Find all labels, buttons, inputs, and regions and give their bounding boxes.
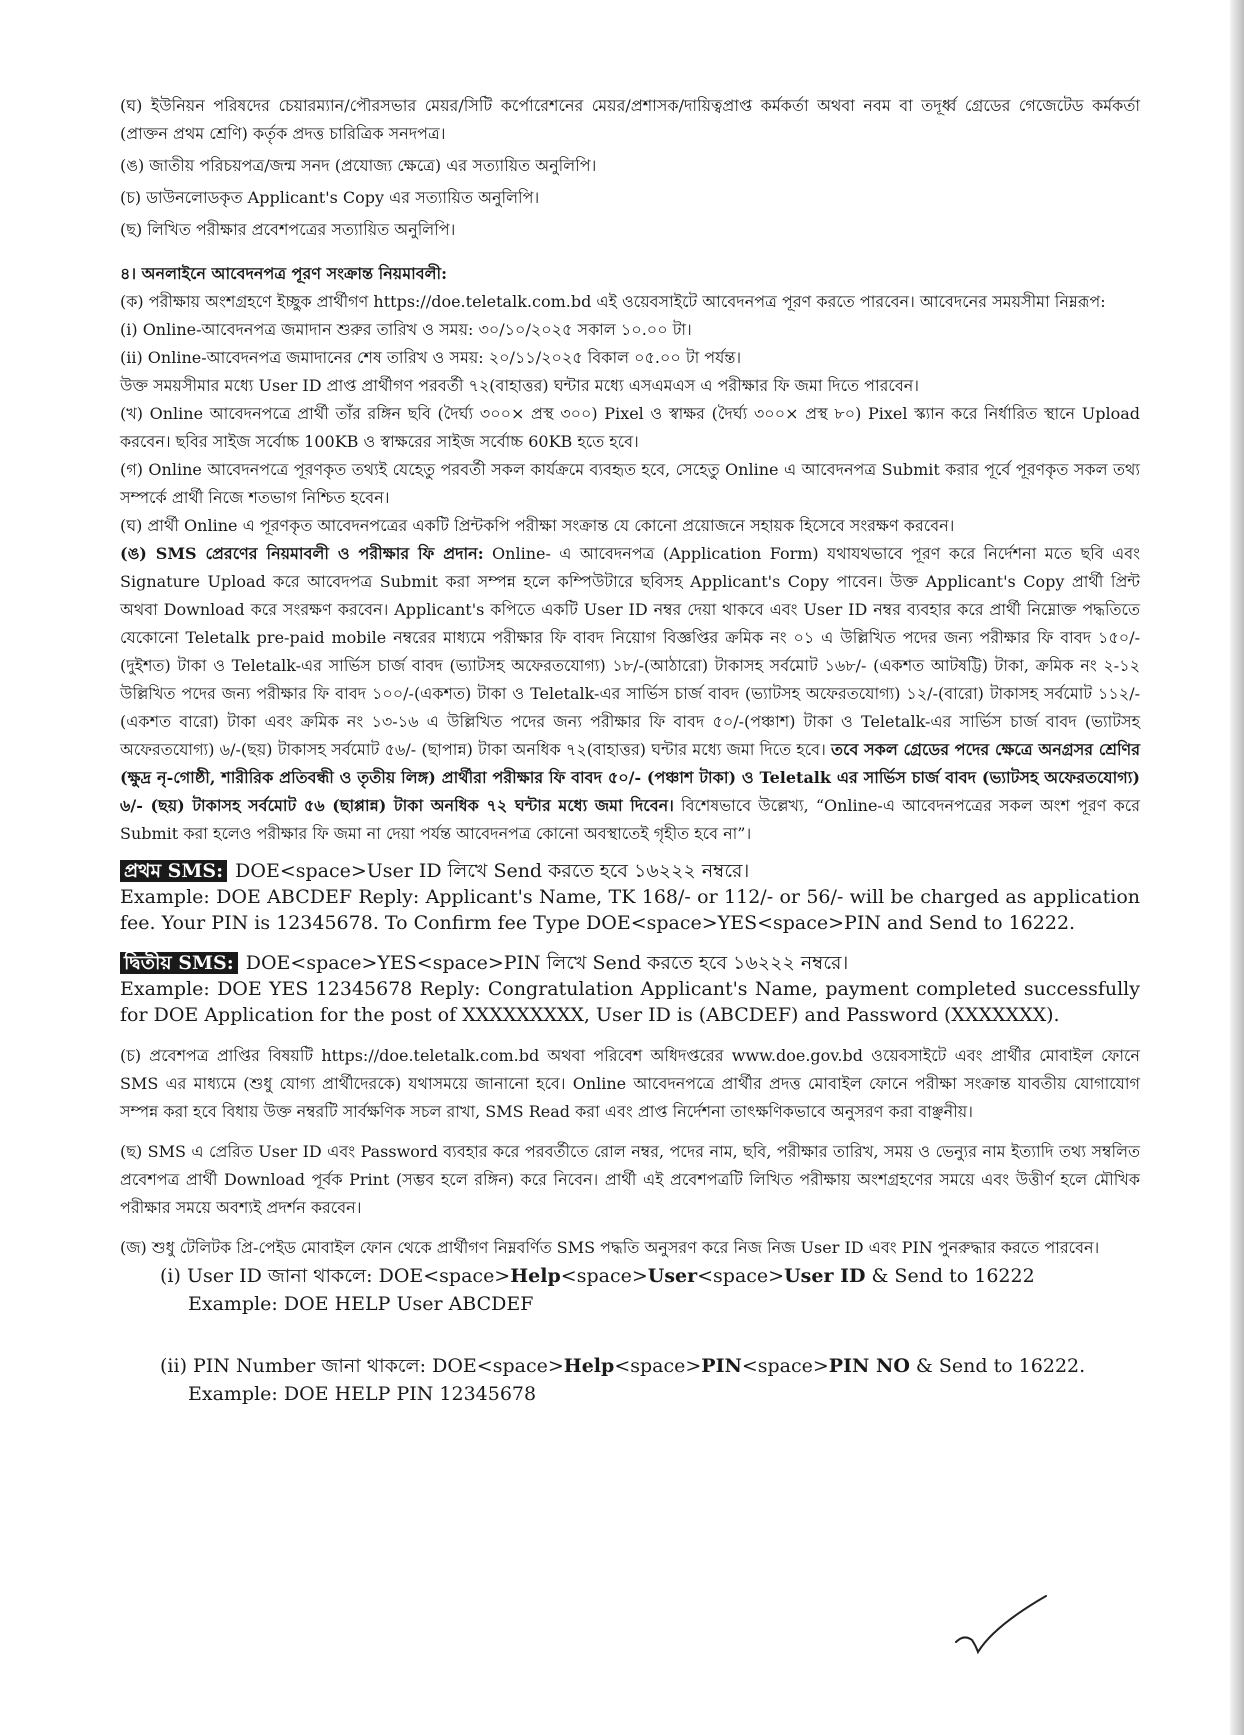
recovery-pin-line bbox=[160, 1352, 1140, 1380]
para-gha: (ঘ) প্রার্থী Online এ পূরণকৃত আবেদনপত্রের একটি প্রিন্টকপি পরীক্ষা সংক্রান্ত যে কোনো প্রয়োজনে সহায়ক হিসেবে সংরক্ষণ করবেন। bbox=[120, 516, 955, 535]
recovery-pin-value: PIN NO bbox=[828, 1355, 910, 1377]
sms1-instruction: DOE<space>User ID লিখে Send করতে হবে ১৬২২২ নম্বরে। bbox=[235, 860, 750, 882]
recovery-user-id-help: Help bbox=[510, 1265, 561, 1287]
sms1-example: Example: DOE ABCDEF Reply: Applicant's Name, TK 168/- or 112/- or 56/- will be charged as application fee. Your PIN is 12345678. To Confirm fee Type DOE<space>YES<space>PIN and Send to 16222. bbox=[120, 886, 1140, 934]
sms2-instruction: DOE<space>YES<space>PIN লিখে Send করতে হবে ১৬২২২ নম্বরে। bbox=[245, 952, 849, 974]
recovery-pin-example: Example: DOE HELP PIN 12345678 bbox=[188, 1383, 537, 1405]
recovery-user-id-keyword: User bbox=[647, 1265, 698, 1287]
para-umo-text: Online- এ আবেদনপত্র (Application Form) যথাযথভাবে পূরণ করে নির্দেশনা মতে ছবি এবং Signature Upload করে আবেদপত্র Submit করা সম্পন্ন হলে কম্পিউটারে ছবিসহ Applicant's Copy পাবেন। উক্ত Applicant's Copy প্রার্থী প্রিন্ট অথবা Download করে সংরক্ষণ করবেন। Applicant's কপিতে একটি User ID নম্বর দেয়া থাকবে এবং User ID নম্বর ব্যবহার করে প্রার্থী নিম্নোক্ত পদ্ধতিতে যেকোনো Teletalk pre-paid mobile নম্বরের মাধ্যমে পরীক্ষার ফি বাবদ নিয়োগ বিজ্ঞপ্তির ক্রমিক নং ০১ এ উল্লিখিত পদের জন্য পরীক্ষার ফি বাবদ ১৫০/-(দুইশত) টাকা ও Teletalk-এর সার্ভিস চার্জ বাবদ (ভ্যাটসহ অফেরতযোগ্য) ১৮/-(আঠারো) টাকাসহ সর্বমোট ১৬৮/- (একশত আটষট্টি) টাকা, ক্রমিক নং ২-১২ উল্লিখিত পদের জন্য পরীক্ষার ফি বাবদ ১০০/-(একশত) টাকা ও Teletalk-এর সার্ভিস চার্জ বাবদ (ভ্যাটসহ অফেরতযোগ্য) ১২/-(বারো) টাকাসহ সর্বমোট ১১২/- (একশত বারো) টাকা এবং ক্রমিক নং ১৩-১৬ এ উল্লিখিত পদের জন্য পরীক্ষার ফি বাবদ ৫০/-(পঞ্চাশ) টাকা ও Teletalk-এর সার্ভিস চার্জ বাবদ (ভ্যাটসহ অফেরতযোগ্য) ৬/-(ছয়) টাকাসহ সর্বমোট ৫৬/- (ছাপান্ন) টাকা অনধিক ৭২(বাহাত্তর) ঘন্টার মধ্যে জমা দিতে হবে। bbox=[120, 544, 1140, 759]
recovery-user-id-space1: <space> bbox=[560, 1265, 648, 1287]
para-umo-tail: বিশেষভাবে উল্লেখ্য, “Online-এ আবেদনপত্রের সকল অংশ পূরণ করে Submit করা হলেও পরীক্ষার ফি জমা না দেয়া পর্যন্ত আবেদনপত্র কোনো অবস্থাতেই গৃহীত হবে না”। bbox=[120, 796, 1141, 843]
recovery-user-id-prefix: (i) User ID জানা থাকলে: DOE<space> bbox=[160, 1265, 511, 1287]
sms2-instruction-line bbox=[120, 950, 1140, 976]
para-ja: (জ) শুধু টেলিটক প্রি-পেইড মোবাইল ফোন থেকে প্রার্থীগণ নিম্নবর্ণিত SMS পদ্ধতি অনুসরণ করে নিজ নিজ User ID এবং PIN পুনরুদ্ধার করতে পারবেন। bbox=[120, 1238, 1100, 1257]
signature-mark bbox=[950, 1590, 1060, 1660]
recovery-pin-space2: <space> bbox=[741, 1355, 829, 1377]
para-umo-bold: তবে সকল গ্রেডের পদের ক্ষেত্রে অনগ্রসর শ্রেণির (ক্ষুদ্র নৃ-গোষ্ঠী, শারীরিক প্রতিবন্ধী ও তৃতীয় লিঙ্গ) প্রার্থীরা পরীক্ষার ফি বাবদ ৫০/- (পঞ্চাশ টাকা) ও Teletalk এর সার্ভিস চার্জ বাবদ (ভ্যাটসহ অফেরতযোগ্য) ৬/- (ছয়) টাকাসহ সর্বমোট ৫৬ (ছাপ্পান্ন) টাকা অনধিক ৭২ ঘন্টার মধ্যে জমা দিবেন। bbox=[120, 740, 1141, 815]
recovery-user-id-space2: <space> bbox=[697, 1265, 785, 1287]
para-umo-label: (ঙ) SMS প্রেরণের নিয়মাবলী ও পরীক্ষার ফি প্রদান: bbox=[120, 544, 484, 563]
recovery-pin bbox=[160, 1352, 1140, 1408]
para-chha: (ছ) SMS এ প্রেরিত User ID এবং Password ব্যবহার করে পরবর্তীতে রোল নম্বর, পদের নাম, ছবি, পরীক্ষার তারিখ, সময় ও ভেন্যুর নাম ইত্যাদি তথ্য সম্বলিত প্রবেশপত্র প্রার্থী Download পূর্বক Print (সম্ভব হলে রঙ্গিন) করে নিবেন। প্রার্থী এই প্রবেশপত্রটি লিখিত পরীক্ষায় অংশগ্রহণের সময়ে এবং উত্তীর্ণ হলে মৌখিক পরীক্ষার সময়ে অবশ্যই প্রদর্শন করবেন। bbox=[120, 1142, 1140, 1217]
recovery-user-id-suffix: & Send to 16222 bbox=[865, 1265, 1035, 1287]
recovery-user-id-line bbox=[160, 1262, 1140, 1290]
timeline-end: (ii) Online-আবেদনপত্র জমাদানের শেষ তারিখ ও সময়: ২০/১১/২০২৫ বিকাল ০৫.০০ টা পর্যন্ত। bbox=[120, 348, 742, 367]
item-gha-certificate: (ঘ) ইউনিয়ন পরিষদের চেয়ারম্যান/পৌরসভার মেয়র/সিটি কর্পোরেশনের মেয়র/প্রশাসক/দায়িত্বপ্রাপ্ত কর্মকর্তা অথবা নবম বা তদূর্ধ্ব গ্রেডের গেজেটেড কর্মকর্তা (প্রাক্তন প্রথম শ্রেণি) কর্তৃক প্রদত্ত চারিত্রিক সনদপত্র। bbox=[120, 96, 1140, 143]
recovery-user-id bbox=[160, 1262, 1140, 1318]
item-cha-applicant-copy: (চ) ডাউনলোডকৃত Applicant's Copy এর সত্যায়িত অনুলিপি। bbox=[120, 188, 540, 207]
timeline-note: উক্ত সময়সীমার মধ্যে User ID প্রাপ্ত প্রার্থীগণ পরবর্তী ৭২(বাহাত্তর) ঘন্টার মধ্যে এসএমএস এ পরীক্ষার ফি জমা দিতে পারবেন। bbox=[120, 376, 920, 395]
para-umo bbox=[120, 540, 1140, 848]
sms2-example: Example: DOE YES 12345678 Reply: Congratulation Applicant's Name, payment completed successfully for DOE Application for the post of XXXXXXXXX, User ID is (ABCDEF) and Password (XXXXXXX). bbox=[120, 978, 1140, 1026]
recovery-pin-prefix: (ii) PIN Number জানা থাকলে: DOE<space> bbox=[160, 1355, 564, 1377]
recovery-pin-help: Help bbox=[563, 1355, 615, 1377]
recovery-user-id-value: User ID bbox=[784, 1265, 866, 1287]
sms1-instruction-line bbox=[120, 858, 1140, 884]
recovery-pin-space1: <space> bbox=[614, 1355, 702, 1377]
section-heading: ৪। অনলাইনে আবেদনপত্র পূরণ সংক্রান্ত নিয়মাবলী: bbox=[120, 264, 448, 283]
scan-edge-shadow bbox=[1230, 0, 1244, 1735]
item-chha-admit-card: (ছ) লিখিত পরীক্ষার প্রবেশপত্রের সত্যায়িত অনুলিপি। bbox=[120, 220, 456, 239]
para-ga: (গ) Online আবেদনপত্রে পূরণকৃত তথ্যই যেহেতু পরবর্তী সকল কার্যক্রমে ব্যবহৃত হবে, সেহেতু Online এ আবেদনপত্র Submit করার পূর্বে পূরণকৃত সকল তথ্য সম্পর্কে প্রার্থী নিজে শতভাগ নিশ্চিত হবেন। bbox=[120, 460, 1140, 507]
sms1-label: প্রথম SMS: bbox=[120, 860, 227, 882]
document-body bbox=[120, 92, 1140, 1408]
recovery-pin-suffix: & Send to 16222. bbox=[909, 1355, 1086, 1377]
sms2-label: দ্বিতীয় SMS: bbox=[120, 952, 238, 974]
timeline-start: (i) Online-আবেদনপত্র জমাদান শুরুর তারিখ ও সময়: ৩০/১০/২০২৫ সকাল ১০.০০ টা। bbox=[120, 320, 692, 339]
item-umo-nid: (ঙ) জাতীয় পরিচয়পত্র/জন্ম সনদ (প্রযোজ্য ক্ষেত্রে) এর সত্যায়িত অনুলিপি। bbox=[120, 156, 597, 175]
recovery-user-id-example: Example: DOE HELP User ABCDEF bbox=[188, 1293, 534, 1315]
para-ka: (ক) পরীক্ষায় অংশগ্রহণে ইচ্ছুক প্রার্থীগণ https://doe.teletalk.com.bd এই ওয়েবসাইটে আবেদনপত্র পূরণ করতে পারবেন। আবেদনের সময়সীমা নিম্নরূপ: bbox=[120, 292, 1106, 311]
para-cha: (চ) প্রবেশপত্র প্রাপ্তির বিষয়টি https://doe.teletalk.com.bd অথবা পরিবেশ অধিদপ্তরের www.doe.gov.bd ওয়েবসাইটে এবং প্রার্থীর মোবাইল ফোনে SMS এর মাধ্যমে (শুধু যোগ্য প্রার্থীদেরকে) যথাসময়ে জানানো হবে। Online আবেদনপত্রে প্রার্থীর প্রদত্ত মোবাইল ফোনে পরীক্ষা সংক্রান্ত যাবতীয় যোগাযোগ সম্পন্ন করা হবে বিধায় উক্ত নম্বরটি সার্বক্ষণিক সচল রাখা, SMS Read করা এবং প্রাপ্ত নির্দেশনা তাৎক্ষণিকভাবে অনুসরণ করা বাঞ্ছনীয়। bbox=[120, 1046, 1140, 1121]
recovery-pin-keyword: PIN bbox=[701, 1355, 742, 1377]
para-kha: (খ) Online আবেদনপত্রে প্রার্থী তাঁর রঙ্গিন ছবি (দৈর্ঘ্য ৩০০× প্রস্থ ৩০০) Pixel ও স্বাক্ষর (দৈর্ঘ্য ৩০০× প্রস্থ ৮০) Pixel স্ক্যান করে নির্ধারিত স্থানে Upload করবেন। ছবির সাইজ সর্বোচ্চ 100KB ও স্বাক্ষরের সাইজ সর্বোচ্চ 60KB হতে হবে। bbox=[120, 404, 1140, 451]
